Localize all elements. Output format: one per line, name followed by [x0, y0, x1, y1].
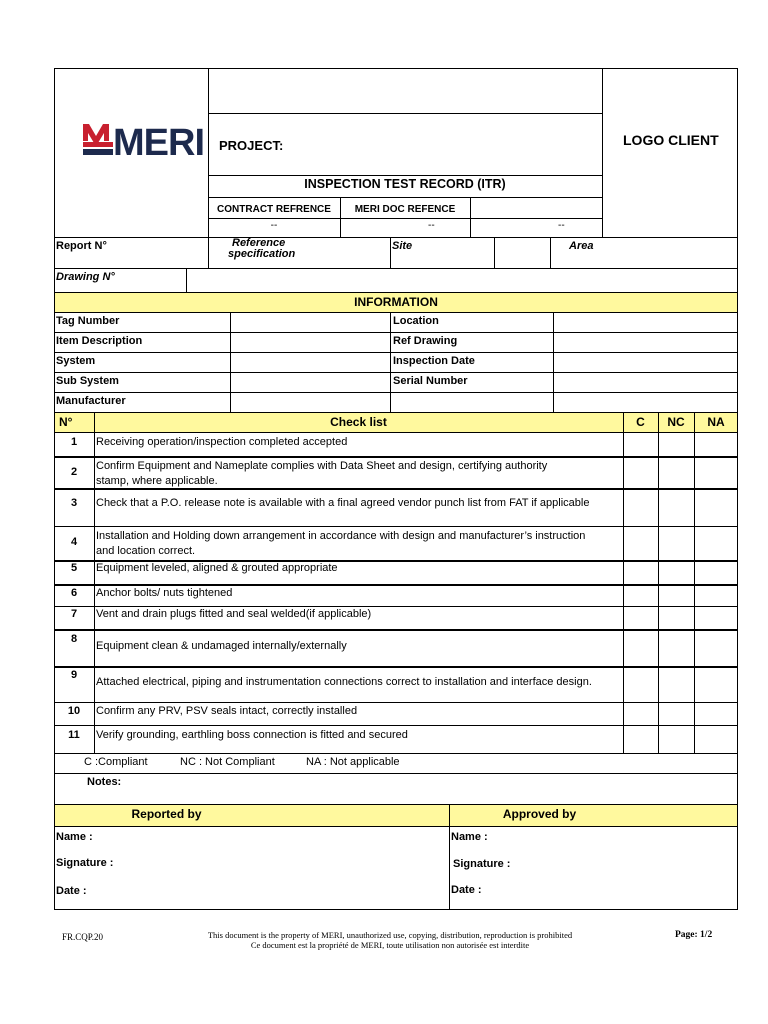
info-label-inspection-date: Inspection Date: [393, 355, 475, 367]
checklist-item-number: 5: [70, 562, 78, 574]
checklist-item-text: Receiving operation/inspection completed accepted: [96, 436, 348, 448]
checklist-item-number: 6: [70, 587, 78, 599]
footer-notice-en: This document is the property of MERI, unauthorized use, copying, distribution, reproduction is prohibited: [207, 930, 573, 940]
approved-by-heading: Approved by: [502, 807, 577, 821]
checklist-item-number: 8: [70, 633, 78, 645]
info-label-sub-system: Sub System: [56, 375, 119, 387]
checklist-item-number: 7: [70, 608, 78, 620]
reported-signature-label: Signature :: [56, 857, 114, 869]
info-label-tag-number: Tag Number: [56, 315, 120, 327]
column-c-header: C: [636, 415, 645, 429]
meri-doc-ref-value: --: [428, 220, 435, 231]
checklist-item-text: Equipment leveled, aligned & grouted appropriate: [96, 562, 338, 574]
column-nc-header: NC: [667, 415, 685, 429]
logo-text: MERI: [113, 122, 204, 164]
info-label-item-description: Item Description: [56, 335, 143, 347]
checklist-item-text: Attached electrical, piping and instrumentation connections correct to installation and interface design.: [96, 676, 592, 688]
footer-notice-fr: Ce document est la propriété de MERI, toute utilisation non autorisée est interdite: [250, 940, 530, 950]
checklist-item-text: Installation and Holding down arrangement in accordance with design and manufacturer’s instruction and location correct.: [96, 530, 586, 557]
logo-client: LOGO CLIENT: [623, 132, 719, 148]
contract-ref-label: CONTRACT REFRENCE: [217, 204, 331, 215]
info-label-serial-number: Serial Number: [393, 375, 468, 387]
reference-spec-label-1: Reference: [232, 237, 286, 249]
meri-logo: [83, 122, 204, 164]
area-label: Area: [569, 240, 594, 252]
document-title: INSPECTION TEST RECORD (ITR): [304, 177, 506, 191]
notes-label: Notes:: [87, 776, 122, 788]
checklist-item-number: 2: [70, 466, 78, 478]
information-heading: INFORMATION: [354, 295, 438, 309]
info-label-system: System: [56, 355, 96, 367]
notes-box: [54, 773, 738, 805]
column-na-header: NA: [707, 415, 725, 429]
project-label: PROJECT:: [219, 138, 284, 153]
contract-ref-value: --: [270, 220, 278, 231]
extra-ref-value: --: [558, 220, 565, 231]
checklist-item-number: 10: [67, 705, 81, 717]
checklist-item-text: Confirm Equipment and Nameplate complies with Data Sheet and design, certifying authority stamp, where applicable.: [96, 460, 548, 487]
reported-date-label: Date :: [56, 885, 87, 897]
drawing-row: [54, 268, 738, 293]
footer-form-code: FR.CQP.20: [62, 932, 104, 942]
approved-name-label: Name :: [451, 831, 488, 843]
info-label-manufacturer: Manufacturer: [56, 395, 126, 407]
legend-not-compliant: NC : Not Compliant: [180, 756, 275, 768]
report-number-label: Report N°: [56, 240, 107, 252]
checklist-heading: Check list: [330, 415, 387, 429]
checklist-item-number: 9: [70, 669, 78, 681]
legend-compliant: C :Compliant: [84, 756, 148, 768]
legend-not-applicable: NA : Not applicable: [306, 756, 400, 768]
reported-by-heading: Reported by: [131, 807, 202, 821]
site-label: Site: [392, 240, 413, 252]
approved-date-label: Date :: [451, 884, 482, 896]
footer-page-number: Page: 1/2: [675, 930, 713, 940]
drawing-number-label: Drawing N°: [56, 271, 115, 283]
checklist-item-number: 3: [70, 497, 78, 509]
checklist-item-text: Anchor bolts/ nuts tightened: [96, 587, 233, 599]
info-label-location: Location: [393, 315, 439, 327]
checklist-item-text: Equipment clean & undamaged internally/externally: [96, 640, 347, 652]
checklist-item-text: Vent and drain plugs fitted and seal welded(if applicable): [96, 608, 372, 620]
checklist-item-number: 4: [70, 536, 78, 548]
checklist-item-number: 1: [70, 436, 78, 448]
signoff-block: [54, 826, 738, 910]
checklist-item-text: Confirm any PRV, PSV seals intact, correctly installed: [96, 705, 358, 717]
approved-signature-label: Signature :: [453, 858, 511, 870]
checklist-item-text: Check that a P.O. release note is available with a final agreed vendor punch list from FAT if applicable: [96, 497, 590, 509]
checklist-item-text: Verify grounding, earthling boss connection is fitted and secured: [96, 729, 408, 741]
info-label-ref-drawing: Ref Drawing: [393, 335, 458, 347]
reported-name-label: Name :: [56, 831, 93, 843]
meri-doc-ref-label: MERI DOC REFENCE: [354, 204, 456, 215]
reference-spec-label-2: specification: [228, 248, 296, 260]
checklist-no-header: N°: [59, 415, 73, 429]
checklist-item-number: 11: [68, 729, 80, 741]
